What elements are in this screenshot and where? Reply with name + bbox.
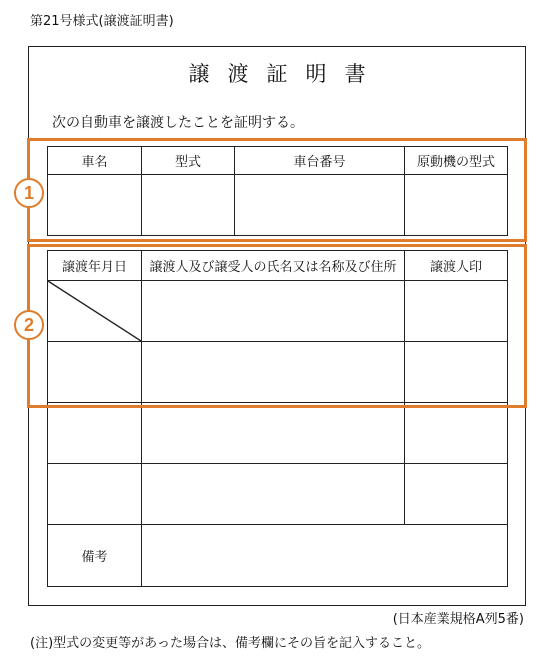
remarks-cell[interactable] — [142, 525, 508, 587]
intro-text: 次の自動車を譲渡したことを証明する。 — [52, 115, 304, 131]
header-car-name: 車名 — [48, 147, 142, 175]
cell-parties[interactable] — [142, 403, 405, 464]
header-engine-model: 原動機の型式 — [405, 147, 508, 175]
header-chassis-number: 車台番号 — [235, 147, 405, 175]
header-parties: 譲渡人及び譲受人の氏名又は名称及び住所 — [142, 251, 405, 281]
table-row — [48, 403, 508, 464]
annotation-box-1 — [27, 138, 527, 242]
annotation-box-2 — [27, 244, 527, 408]
annotation-badge-1: 1 — [14, 178, 44, 208]
cell-transfer-date[interactable] — [48, 403, 142, 464]
page-title: 譲渡証明書 — [188, 62, 384, 86]
remarks-label: 備考 — [48, 525, 142, 587]
table-row — [48, 464, 508, 525]
header-transfer-date: 譲渡年月日 — [48, 251, 142, 281]
remarks-row — [48, 525, 508, 587]
header-model: 型式 — [142, 147, 235, 175]
cell-seal[interactable] — [405, 464, 508, 525]
form-number-label: 第21号様式(譲渡証明書) — [30, 14, 174, 29]
paper-standard: (日本産業規格A列5番) — [392, 612, 524, 627]
cell-parties[interactable] — [142, 464, 405, 525]
header-transferor-seal: 譲渡人印 — [405, 251, 508, 281]
cell-seal[interactable] — [405, 403, 508, 464]
footnote: (注)型式の変更等があった場合は、備考欄にその旨を記入すること。 — [30, 636, 431, 651]
cell-transfer-date[interactable] — [48, 464, 142, 525]
annotation-badge-2: 2 — [14, 310, 44, 340]
